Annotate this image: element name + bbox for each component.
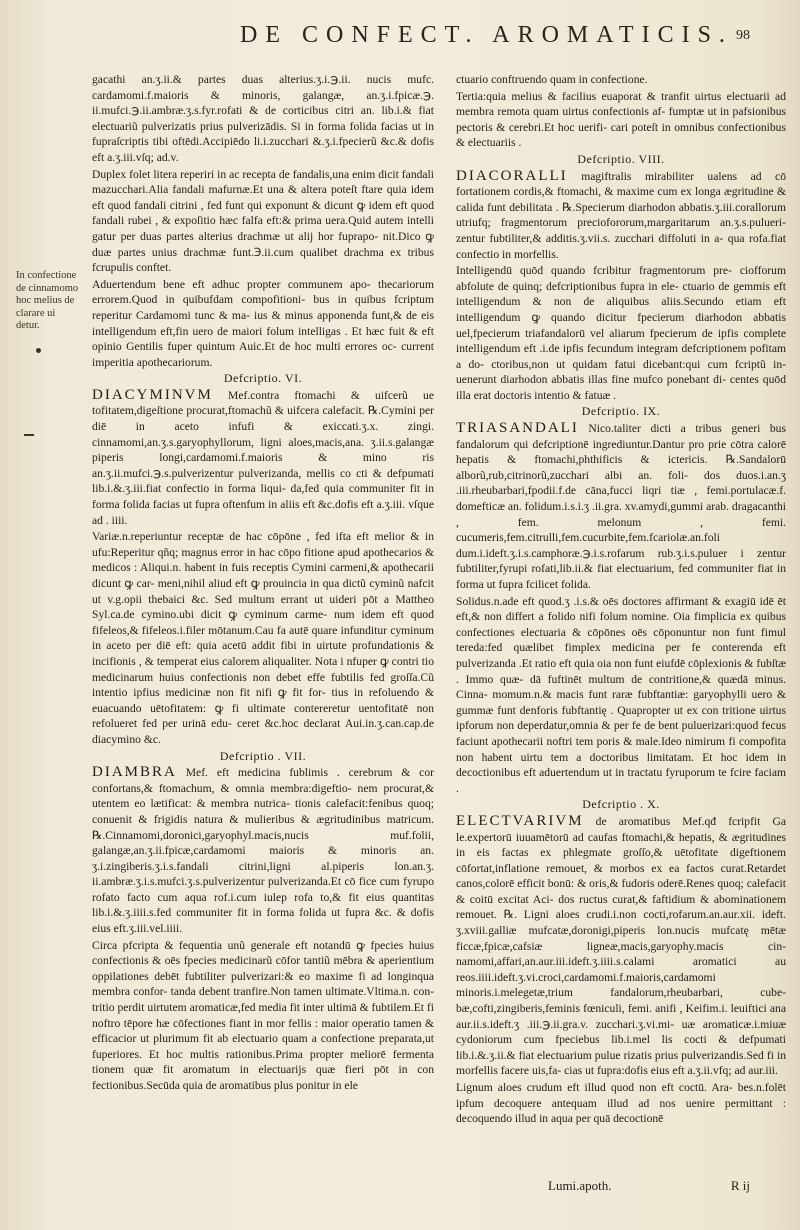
- paragraph: Tertia:quia melius & facilius euaporat & tranfit uirtus electuarii ad membra remota quam uirtus confectionis af- fumptæ ut in pafsionibus pectoris & cerebri.Et hoc uerifi- cari poteſt in omnibus confectionibus & electuariis .: [456, 89, 786, 150]
- running-title: DE CONFECT. AROMATICIS.: [240, 22, 733, 48]
- margin-dash-mark: [24, 434, 34, 436]
- section-heading: Defcriptio. VI.: [223, 371, 303, 386]
- section-text: Mef.contra ftomachi & uifcerũ ue tofitatem,digeſtione procurat,ftomachũ & uifcera calefacit. ℞.Cymini per diē in aceto infufi & exiccati.ʒ.x. zingi. cinnamomi,an.ʒ.s.garyophyllorum, ligni aloes,macis,ana. ʒ.ii.s.galangæ piperis longi,cardamomi.f.maioris & mino ris an.ʒ.ii.mufci.℈.s.pulverizentur pulverizanda, mellis co cti & defpumati lib.i.&.ʒ.iii.fiat confectio in forma liqui- da,fed quia communiter fit in forma folida facias ut fupra oftenfum in aliis eft &c.dofis eft a.ʒ.iii. vſque ad . iiii.: [92, 388, 434, 527]
- section-body: [92, 388, 434, 528]
- running-header: [150, 22, 750, 52]
- margin-dot-mark: [36, 348, 41, 353]
- paragraph: Aduertendum bene eft adhuc propter communem apo- thecariorum errorem.Quod in quibufdam compofitioni- bus in quibus fcriptum reperitur Cardamomi tunc & ma- ius & minus apponenda funt,& de eis intelligendum eft,fin uero de maiori folum intelligas . Et hæc fuit & eft opinio Gentilis fuper quintum Auic.Et de hoc multi errores oc- current imperitia apothecariorum.: [92, 277, 434, 369]
- section-name: DIACORALLI: [456, 167, 568, 184]
- paragraph: Intelligendū quōd quando fcribitur fragmentorum pre- ciofforum abfolute de quinq; defcriptionibus fupra in ele- ctuario de gemmis eft intelligendum & non de aliquibus aliis.Secundo etiam eft intelligendum ꝙ quando dicitur fpecierum diarhodon abbatis uel,fpecierum triafandalorū vel aliarum fpecierum de ipfis complete intelligendum eft .i.de ipfis fecundum integram defcriptionem pofitam a do- ctoribus,non ut quidam fatui dicebant:qui cum fcriptũ in- uenerunt diarhodon abbatis illas fine mufco ponebant di- centes quōd illa erat doctoris intentio & fatuæ .: [456, 264, 786, 402]
- paragraph: Variæ.n.reperiuntur receptæ de hac cōpōne , fed ifta eft melior & in ufu:Reperitur qñq; magnus error in hac cōpo fitione apud apothecarios & medicos : Aliqui.n. habent in fuis receptis Cymini carmeni,& apothecarii dicunt ꝙ car- meni,nihil aliud eft ꝙ prouincia in qua dictũ cyminũ nafcit ut v.g.opii thebaici &c. Sed multum errant ut uideri pōt a Mattheo Syl.ca.de cymino.ubi dicit ꝙ cyminum carme- num idem eft quod fifeleos,& fifeleos.i.filer mōtanum.Cau fa autē quare infunditur cyminum in aceto per diē eft: quia acetū addit fibi in uirtute profundationis & incifionis , & temperat eius calorem aliqualiter. Nota i nfuper ꝙ contri tio medicinarum huius confectionis non debet effe fubtilis fed groſſa.Cũ intentio ipfius medicinæ non fit nifi ꝙ fit for- tius in refoluendo & euacuando uētofitatem: ꝙ fi ultimate contereretur uentofitatē non refolueret fed per urinā edu- ceret &c.hoc declarat Aui.in.ʒ.can.cap.de diacymino &c.: [92, 530, 434, 746]
- section-body: [92, 765, 434, 937]
- right-column: [456, 72, 786, 1128]
- section-name: TRIASANDALI: [456, 420, 579, 437]
- section-name: ELECTVARIVM: [456, 812, 584, 829]
- paragraph: gacathi an.ʒ.ii.& partes duas alterius.ʒ.i.℈.ii. nucis mufc. cardamomi.f.maioris & minoris, galangæ, an.ʒ.i.fpicæ.℈. ii.mufci.℈.ii.ambræ.ʒ.s.fyr.rofati & de corticibus citri an. lib.i.& fiat electuariũ pulverizatis prius pulverizādis. Si in forma folida facias ut in fupraſcriptis tibi oftēdi.Accipiēdo li.i.zucchari &.ʒ.i.fpecierũ &c.& dofis eft a.ʒ.iii.vſq; ad.v.: [92, 73, 434, 164]
- paragraph: Lignum aloes crudum eft illud quod non eft coctū. Ara- bes.n.folēt ipfum decoquere antequam illud ad nos uenire permittant : decoquendo illud in aqua per quā decoctionē: [456, 1081, 786, 1126]
- margin-note: In confectione de cinnamomo hoc melius de clarare ui detur.: [16, 270, 79, 331]
- section-text: magiftralis mirabiliter ualens ad cō fortationem cordis,& ftomachi, & maxime cum ex longa ægritudine & calida funt debilitata . ℞.Specierum diarhodon abbatis.ʒ.iii.corallorum utriufq; fragmentorum preciofororum,margaritarum an.ʒ.s.pulueri- zentur fubtiliter,& additis.ʒ.vii.s. zucchari diffoluti in a- qua rofa.fiat confectio in morfellis.: [456, 169, 786, 261]
- section-text: de aromatibus Mef.qđ fcripfit Ga le.expertorū iuuamētorū ad caufas ftomachi,& hepatis, & ægritudines in eis factas ex phlegmate groſſo,& uētofitate digeftionem cōfortat,inflatione remouet, & morbos ex ea factos curat.Retardet canos,colorē efficit bonū: & oris,& fudoris oderē.Renes quoq; calefacit & coitū excitat Aci- dos ructus curat,& faftidium & abominationem remouet. ℞. Ligni aloes crudi.i.non cocti,rofarum.an.aur.xii. ideft. ʒ.xviii.galliæ mufcatæ,doronigi,piperis lon.nucis mufcatę mētæ ficcæ,fpicæ,cafsiæ ligneæ,macis,garyophy.macis cin- namomi,affari,an.aur.iii.ideft.ʒ.iiii.s.calami aromatici au reos.iiii.ideft.ʒ.vi.croci,cardamomi.f.maioris,cardamomi minoris.i.melegetæ,trium fandalorum,rheubarbari, cube- bæ,cofti,zingiberis,feminis fœniculi, femi. anifi , Keifim.i. leuiftici ana aur.ii.s.ideft.ʒ .iii.℈.ii.gra.v. zucchari.ʒ.vi.mi- uæ aromaticæ.i.miuæ cydoniorum cum fpeciebus lib.i.mel lis cocti & defpumati lib.i.&.ʒ.ii.& fiat electuarium pulue rizatis prius pulverizandis.Sed fi in morfellis facere uis,fa- cias ut fupra:dofis eius eft a.ʒ.ii.vfq; ad aur.iii.: [456, 814, 786, 1078]
- paragraph: Solidus.n.ade eft quod.ʒ .i.s.& oēs doctores affirmant & exagiū idē ēt eft,& non differt a folido nifi folum nomine. Oia fimplicia ex quibus confectiones electuaria & cōpōnes oēs cōponuntur non funt fimul tereda:fed quælibet fimplex medicina per fe conterenda eft pulverizanda .Et ratio eft quia oia non funt eiufdē cōplexionis & fubſtæ . Immo quæ- dā fuftinēt multum de contritione,& quædā minus. Cinna- momum.n.& macis funt raræ fubftantiæ: garyophylli uero & gummæ funt denforis fubftantię . Quapropter ut ex con tritione uirtus ipforum non deperdatur,omnia & per fe de bent puluerizari:quod fecus faciunt apothecarii noftri tem poris & male.Ideo nimirum fi compofita non habent uirtu tem a doctoribus limitatam. Et hoc idem in decoctionibus eft aduertendum ut in tractatu fyruporum te fcire faciam .: [456, 594, 786, 795]
- paragraph: Circa pfcripta & fequentia unũ generale eft notandū ꝙ fpecies huius confectionis & oēs fpecies medicinarũ cōfor tantiũ mēbra & aperientium oppilationes debēt fubtiliter pulverizari:& eo maxime fi ad longinqua membra confor- tanda debent tranfire.Non tamen ultimate.Vltima.n. con- tritio perdit uirtutem aromaticæ,fed media fit inter ultimā & fubtilem.Et fi noftro tēpore hæ cōfectiones fiant in mor fellis : maior operatio tamen & efficacior ut plurimum fit ab electuario quam a confectione preparata,ut fuperiores. Et hoc multis rationibus.Prima propter meliorē fermenta tionem quæ fit aromatum in electuarijs quæ fieri pōt in con fectionibus.Secūda quia de aromatibus plus ponitur in ele: [92, 938, 434, 1092]
- paragraph: Duplex folet litera reperiri in ac recepta de fandalis,una enim dicit fandali mazucchari.Alia fandali mafurnæ.Et una & altera poteſt ftare quia idem eft quod fandali citrini , fed funt qui exponunt & dicunt ꝙ idem eft quod fandali rubei , & expoſitio hæc falfa eft:& prima uera.Quid autem intelli gatur per duas partes alterius drachmæ ut alij hor fuprapo- nit.Dico ꝙ duæ partes unius drachmæ funt.℈.ii.cum qualibet drachma ex tribus fcrupulis conftet.: [92, 167, 434, 275]
- signature-mark: R ij: [730, 1178, 750, 1193]
- page-number: 98: [736, 28, 750, 43]
- section-text: Nico.taliter dicti a tribus generi bus fandalorum qui defcriptionē ingrediuntur.Dantur pro prie cōtra calorē hepatis & ftomachi,phthificis & ictericis. ℞.Sandalorū alborũ,rub,citrinorũ,zucchari albi an. foli- dos duos.i.an.ʒ .iii.rheubarbari,fpodii.f.de cāna,fucci liqri tiæ , femi.portulacæ.f. domefticæ an. folidum.i.s.i.ʒ .ii.gra. xv.amydi,gummi arab. dragacanthi , fem. melonum , femi. cucumeris,fem.citrulli,fem.cucurbite,fem.fcariolæ.an.foli dum.i.ideft.ʒ.i.s.camphoræ.℈.i.s.rofarum rub.ʒ.i.s.puluer i zentur fubtiliter,fyrupi rofati,lib.ii.& fiat electuarium, fed communiter fiat in forma ut fupra fcilicet folida.: [456, 422, 786, 591]
- section-heading: Defcriptio. IX.: [581, 404, 661, 419]
- left-column: [92, 72, 434, 1095]
- catchword: Lumi.apoth.: [548, 1178, 612, 1193]
- section-body: [456, 421, 786, 593]
- section-heading: Defcriptio . X.: [582, 797, 660, 812]
- section-text: Mef. eft medicina fublimis . cerebrum & cor confortans,& ftomachum, & omnia membra:digeftio- nem procurat,& utentem eo lætificat: & membra nutrica- tionis calefacit:fenibus quoq; conuenit & frigidis natura & mulieribus & ægritudinibus matricum. ℞.Cinnamomi,doronici,garyophyl.macis,nucis muf.folii, galangæ,an.ʒ.ii.fpicæ,cardamomi maioris & minoris an. ʒ.i.zingiberis.ʒ.i.s.fandali citrini,ligni al.piperis lon.an.ʒ. ii.ambræ.ʒ.i.s.mufci.ʒ.s.pulverizentur pulverizanda.Et cō fice cum fyrupo rofato facto cum aqua rof.i.cum iulep rofa to,& fit eius quantitas lib.i.&.ʒ.iiii.s.fed communiter fit in forma folida ut fupra &c. & dofis eius eft.ʒ.iii.vel.iiii.: [92, 766, 434, 936]
- section-body: [456, 169, 786, 263]
- section-name: DIAMBRA: [92, 764, 177, 781]
- section-name: DIACYMINVM: [92, 386, 213, 403]
- paragraph: ctuario conftruendo quam in confectione.: [456, 73, 648, 86]
- section-heading: Defcriptio . VII.: [219, 748, 307, 763]
- section-heading: Defcriptio. VIII.: [577, 151, 665, 166]
- section-body: [456, 814, 786, 1079]
